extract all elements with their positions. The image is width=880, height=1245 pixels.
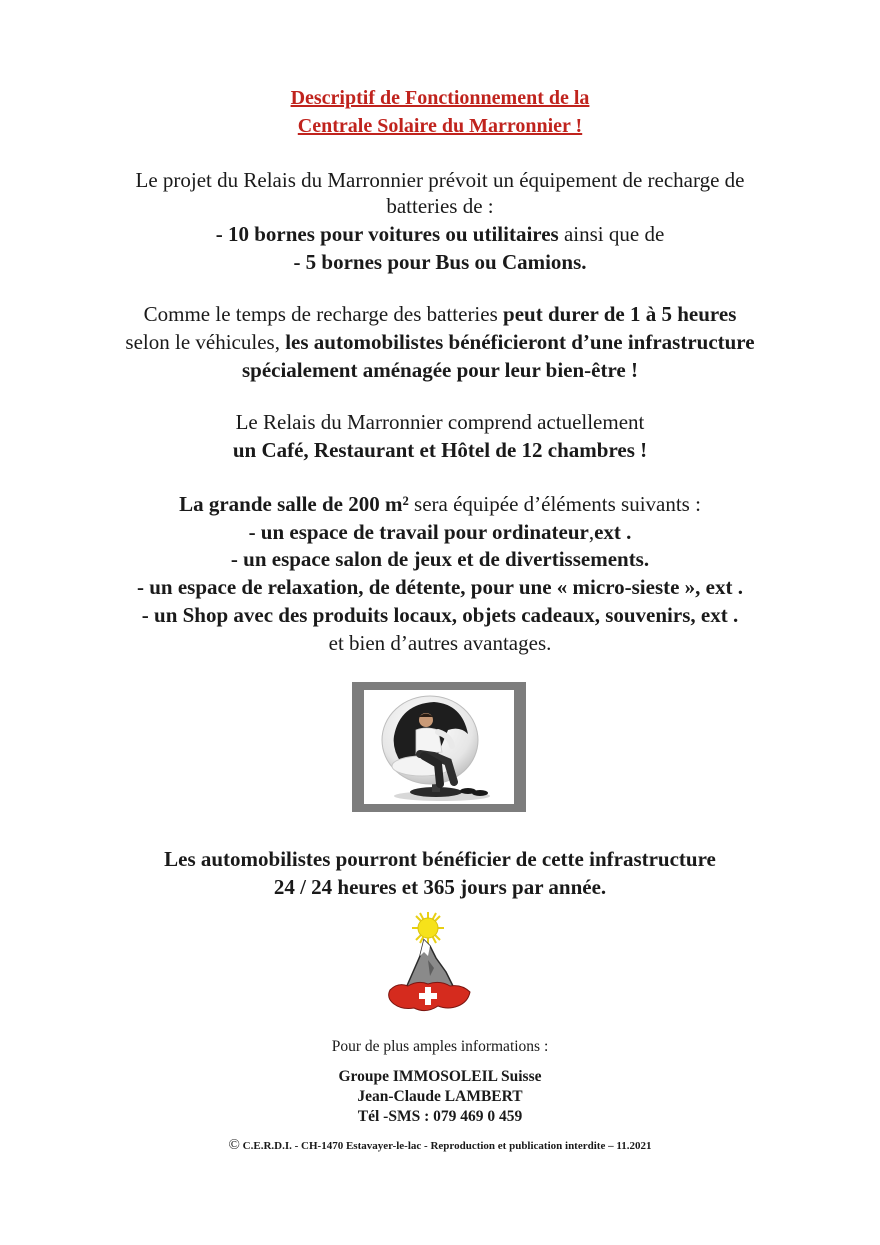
salle-item-workspace — [0, 520, 880, 545]
cars-chargers-text: - 10 bornes pour voitures ou utilitaires — [215, 222, 559, 246]
recharge-line-2 — [0, 330, 880, 355]
salle-item-workspace-bold: - un espace de travail pour ordinateur — [248, 520, 589, 544]
relaxation-pod-photo — [352, 682, 526, 812]
salle-item-shop: - un Shop avec des produits locaux, objets cadeaux, souvenirs, ext . — [141, 603, 739, 627]
contact-company: Groupe IMMOSOLEIL Suisse — [338, 1068, 542, 1085]
relais-line-2: un Café, Restaurant et Hôtel de 12 chambres ! — [232, 438, 648, 462]
contact-intro: Pour de plus amples informations : — [331, 1038, 549, 1055]
recharge-line-2-bold: les automobilistes bénéficieront d’une infrastructure — [285, 330, 755, 354]
document-title-line-2: Centrale Solaire du Marronnier ! — [297, 115, 583, 137]
salle-line-1-rest: sera équipée d’éléments suivants : — [408, 492, 701, 516]
copyright-icon: © — [228, 1137, 240, 1153]
relais-line-1: Le Relais du Marronnier comprend actuellement — [235, 410, 645, 434]
egg-chair-image — [364, 690, 514, 804]
availability-line-1: Les automobilistes pourront bénéficier de cette infrastructure — [164, 847, 716, 871]
salle-item-games: - un espace salon de jeux et de divertissements. — [230, 547, 650, 571]
recharge-line-1-normal: Comme le temps de recharge des batteries — [143, 302, 504, 326]
availability-line-2: 24 / 24 heures et 365 jours par année. — [273, 875, 607, 899]
salle-line-1 — [0, 492, 880, 517]
salle-item-workspace-ext: ext . — [594, 520, 632, 544]
intro-line-1: Le projet du Relais du Marronnier prévoit un équipement de recharge de — [135, 168, 745, 192]
salle-item-relaxation: - un espace de relaxation, de détente, pour une « micro-sieste », ext . — [136, 575, 744, 599]
recharge-line-3: spécialement aménagée pour leur bien-être ! — [241, 358, 638, 382]
salle-size-text: La grande salle de 200 m² — [179, 492, 409, 516]
intro-line-3-rest: ainsi que de — [558, 222, 665, 246]
bus-chargers-text: - 5 bornes pour Bus ou Camions. — [293, 250, 587, 274]
intro-line-3 — [0, 222, 880, 247]
recharge-duration-text: peut durer de 1 à 5 heures — [503, 302, 737, 326]
salle-item-workspace-comma: , — [588, 520, 595, 544]
copyright-text: C.E.R.D.I. - CH-1470 Estavayer-le-lac - Reproduction et publication interdite – 11.2021 — [239, 1140, 652, 1152]
salle-closing: et bien d’autres avantages. — [328, 631, 552, 655]
document-title-line-1: Descriptif de Fonctionnement de la — [290, 87, 590, 109]
copyright-line — [0, 1130, 880, 1155]
swiss-solar-logo — [384, 910, 476, 1018]
recharge-line-1 — [0, 302, 880, 327]
contact-phone: Tél -SMS : 079 469 0 459 — [357, 1108, 523, 1125]
recharge-line-2-normal: selon le véhicules, — [125, 330, 286, 354]
contact-person: Jean-Claude LAMBERT — [357, 1088, 523, 1105]
intro-line-2: batteries de : — [386, 194, 494, 218]
